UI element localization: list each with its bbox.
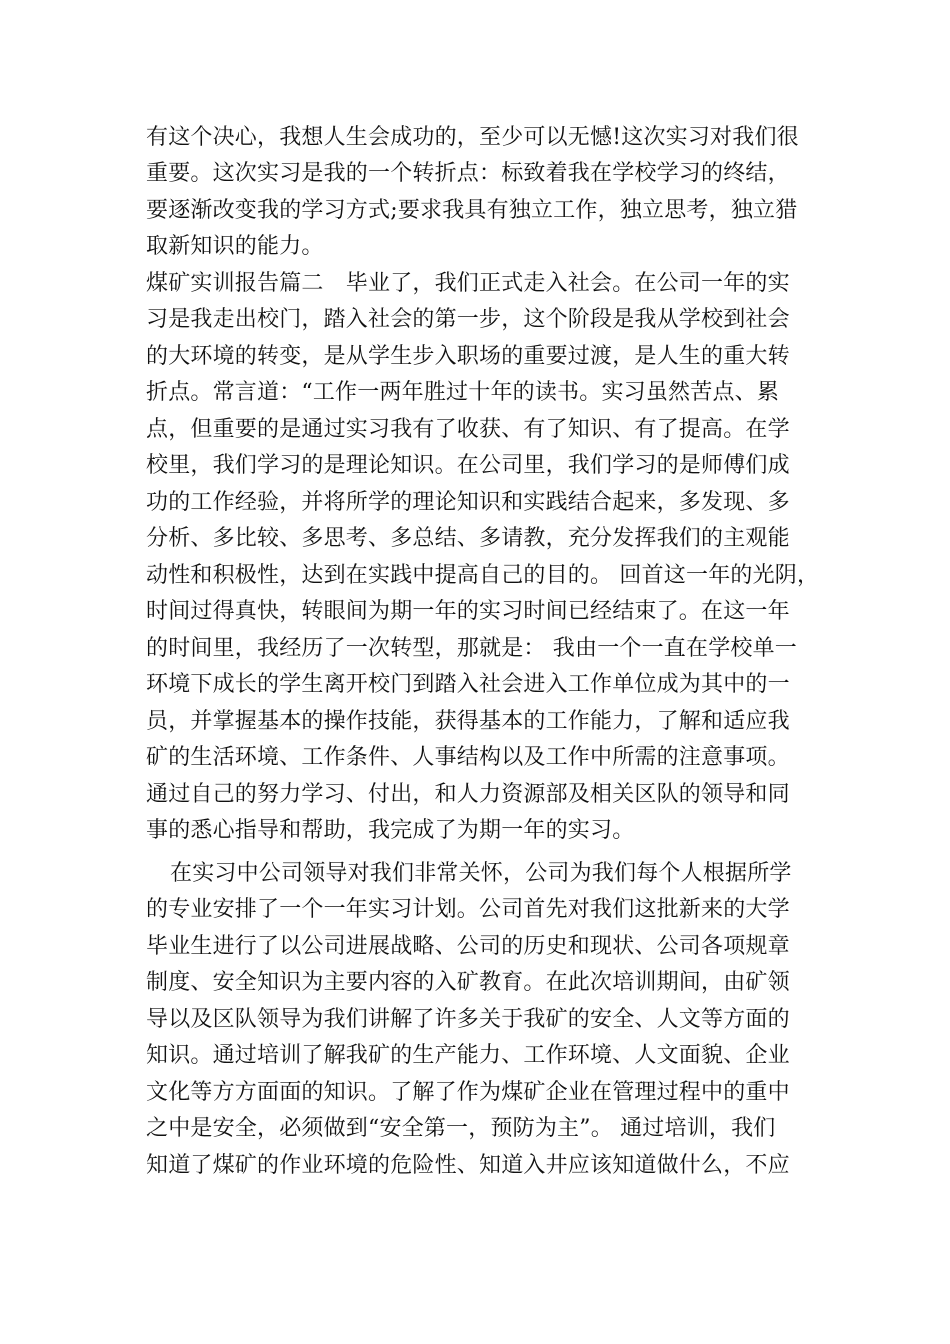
text-line: 动性和积极性，达到在实践中提高自己的目的。 回首这一年的光阴， bbox=[146, 563, 820, 588]
text-line: 知识。通过培训了解我矿的生产能力、工作环境、人文面貌、企业 bbox=[146, 1043, 790, 1068]
text-line: 取新知识的能力。 bbox=[146, 234, 324, 259]
text-line: 毕业生进行了以公司进展战略、公司的历史和现状、公司各项规章 bbox=[146, 934, 790, 959]
text-line: 有这个决心，我想人生会成功的，至少可以无憾!这次实习对我们很 bbox=[146, 125, 799, 150]
text-line: 员，并掌握基本的操作技能，获得基本的工作能力，了解和适应我 bbox=[146, 709, 790, 734]
text-line: 知道了煤矿的作业环境的危险性、知道入井应该知道做什么，不应 bbox=[146, 1153, 790, 1178]
text-line: 的专业安排了一个一年实习计划。公司首先对我们这批新来的大学 bbox=[146, 897, 790, 922]
text-line: 煤矿实训报告篇二 毕业了，我们正式走入社会。在公司一年的实 bbox=[146, 271, 790, 296]
text-line: 的大环境的转变，是从学生步入职场的重要过渡，是人生的重大转 bbox=[146, 344, 790, 369]
text-line: 折点。常言道：“工作一两年胜过十年的读书。实习虽然苦点、累 bbox=[146, 380, 780, 405]
text-line: 之中是安全，必须做到“安全第一，预防为主”。 通过培训，我们 bbox=[146, 1116, 776, 1141]
text-line: 通过自己的努力学习、付出，和人力资源部及相关区队的领导和同 bbox=[146, 782, 790, 807]
text-line: 功的工作经验，并将所学的理论知识和实践结合起来，多发现、多 bbox=[146, 490, 790, 515]
text-line: 环境下成长的学生离开校门到踏入社会进入工作单位成为其中的一 bbox=[146, 672, 790, 697]
text-line: 制度、安全知识为主要内容的入矿教育。在此次培训期间，由矿领 bbox=[146, 970, 790, 995]
text-line: 重要。这次实习是我的一个转折点：标致着我在学校学习的终结， bbox=[146, 161, 790, 186]
paragraph-first-line: 在实习中公司领导对我们非常关怀，公司为我们每个人根据所学 bbox=[170, 861, 792, 886]
text-line: 点，但重要的是通过实习我有了收获、有了知识、有了提高。在学 bbox=[146, 417, 790, 442]
text-line: 时间过得真快，转眼间为期一年的实习时间已经结束了。在这一年 bbox=[146, 599, 790, 624]
text-line: 校里，我们学习的是理论知识。在公司里，我们学习的是师傅们成 bbox=[146, 453, 790, 478]
text-line: 事的悉心指导和帮助，我完成了为期一年的实习。 bbox=[146, 818, 635, 843]
text-line: 矿的生活环境、工作条件、人事结构以及工作中所需的注意事项。 bbox=[146, 745, 790, 770]
text-line: 要逐渐改变我的学习方式;要求我具有独立工作，独立思考，独立猎 bbox=[146, 198, 798, 223]
text-line: 习是我走出校门，踏入社会的第一步，这个阶段是我从学校到社会 bbox=[146, 307, 790, 332]
text-line: 导以及区队领导为我们讲解了许多关于我矿的安全、人文等方面的 bbox=[146, 1007, 790, 1032]
text-line: 文化等方方面面的知识。了解了作为煤矿企业在管理过程中的重中 bbox=[146, 1080, 790, 1105]
text-line: 的时间里，我经历了一次转型，那就是： 我由一个一直在学校单一 bbox=[146, 636, 797, 661]
text-line: 分析、多比较、多思考、多总结、多请教，充分发挥我们的主观能 bbox=[146, 526, 790, 551]
